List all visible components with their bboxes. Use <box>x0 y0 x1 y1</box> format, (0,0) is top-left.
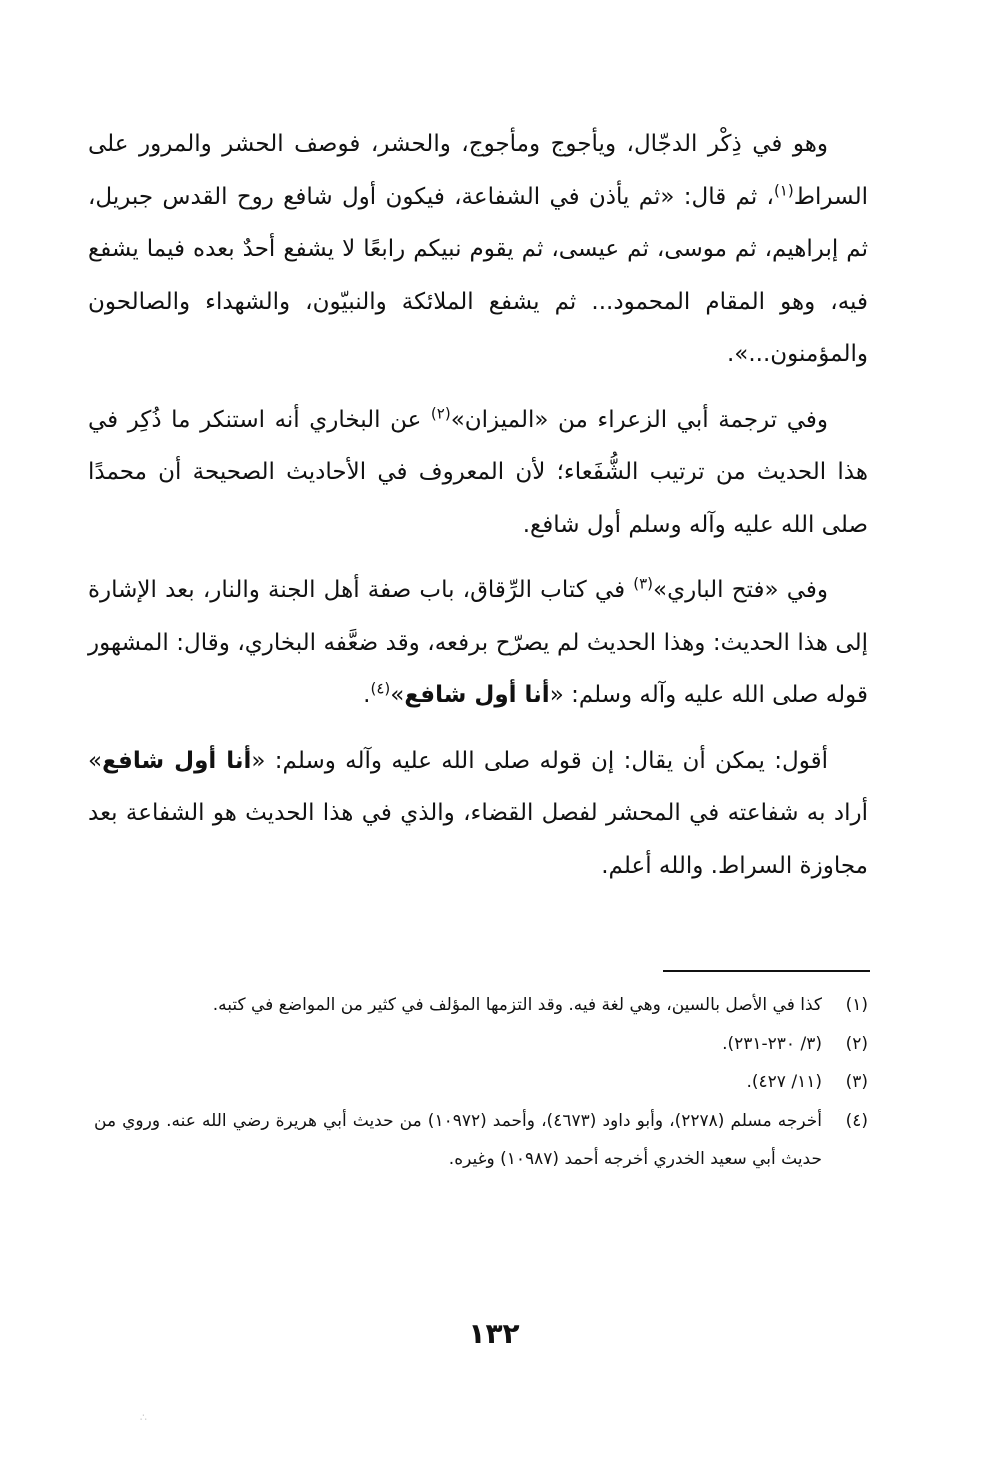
footnote-4 <box>94 1102 868 1179</box>
paragraph-1 <box>88 118 868 381</box>
paragraph-1-text-a: وهو في ذِكْر الدجّال، ويأجوج ومأجوج، والحشر، فوصف الحشر والمرور على السراط <box>88 131 868 210</box>
paragraph-4-bold-quote: أنا أول شافع <box>102 747 252 774</box>
footnote-number: (٣) <box>845 1072 868 1092</box>
footnotes <box>94 986 868 1179</box>
paragraph-2 <box>88 394 868 552</box>
paragraph-3 <box>88 564 868 722</box>
main-text <box>88 118 868 892</box>
footnote-text: (١١/ ٤٢٧). <box>746 1072 822 1092</box>
paragraph-4 <box>88 735 868 893</box>
footnote-ref-4: (٤) <box>370 679 391 698</box>
paragraph-4-text-a: أقول: يمكن أن يقال: إن قوله صلى الله عليه وآله وسلم: « <box>251 747 828 774</box>
paragraph-3-text-d: . <box>363 682 371 708</box>
paragraph-3-text-b: في كتاب الرِّقاق، باب صفة أهل الجنة والنار، بعد الإشارة إلى هذا الحديث: وهذا الحديث لم يصرّح برفعه، وقد ضعَّفه البخاري، وقال: المشهور قوله صلى الله عليه وآله وسلم: « <box>88 577 868 708</box>
paragraph-3-bold-quote: أنا أول شافع <box>404 682 550 708</box>
footnote-ref-3: (٣) <box>633 574 654 593</box>
footnote-ref-2: (٢) <box>430 403 451 422</box>
paragraph-3-text-a: وفي «فتح الباري» <box>653 577 828 603</box>
footnote-ref-1: (١) <box>773 180 794 199</box>
page-number: ١٣٢ <box>468 1317 520 1350</box>
footnote-text: (٣/ ٢٣٠-٢٣١). <box>722 1033 822 1054</box>
footnote-1 <box>94 986 868 1025</box>
footnote-3 <box>94 1063 868 1102</box>
paragraph-2-text-b: عن البخاري أنه استنكر ما ذُكِر في هذا الحديث من ترتيب الشُّفَعاء؛ لأن المعروف في الأحاديث الصحيحة أن محمدًا صلى الله عليه وآله وسلم أول شافع. <box>88 406 868 538</box>
footnote-text: أخرجه مسلم (٢٢٧٨)، وأبو داود (٤٦٧٣)، وأحمد (١٠٩٧٢) من حديث أبي هريرة رضي الله عنه. وروي من حديث أبي سعيد الخدري أخرجه أحمد (١٠٩٨٧) وغيره. <box>94 1110 822 1169</box>
paragraph-3-text-c: » <box>390 682 405 708</box>
scan-artifact-mark: ∴ <box>140 1411 147 1424</box>
footnote-2 <box>94 1025 868 1064</box>
footnote-number: (٤) <box>845 1110 868 1131</box>
paragraph-2-text-a: وفي ترجمة أبي الزعراء من «الميزان» <box>450 406 828 433</box>
footnote-text: كذا في الأصل بالسين، وهي لغة فيه. وقد التزمها المؤلف في كثير من المواضع في كتبه. <box>212 995 822 1015</box>
footnote-number: (٢) <box>845 1033 868 1054</box>
footnote-number: (١) <box>845 995 868 1015</box>
paragraph-1-text-b: ، ثم قال: «ثم يأذن في الشفاعة، فيكون أول شافع روح القدس جبريل، ثم إبراهيم، ثم موسى، ثم عيسى، ثم يقوم نبيكم رابعًا لا يشفع أحدٌ بعده فيما يشفع فيه، وهو المقام المحمود... ثم يشفع الملائكة والنبيّون، والشهداء والصالحون والمؤمنون...». <box>88 183 868 367</box>
footnote-divider <box>663 970 870 972</box>
paragraph-4-text-b: » أراد به شفاعته في المحشر لفصل القضاء، والذي في هذا الحديث هو الشفاعة بعد مجاوزة السراط. والله أعلم. <box>88 747 868 879</box>
